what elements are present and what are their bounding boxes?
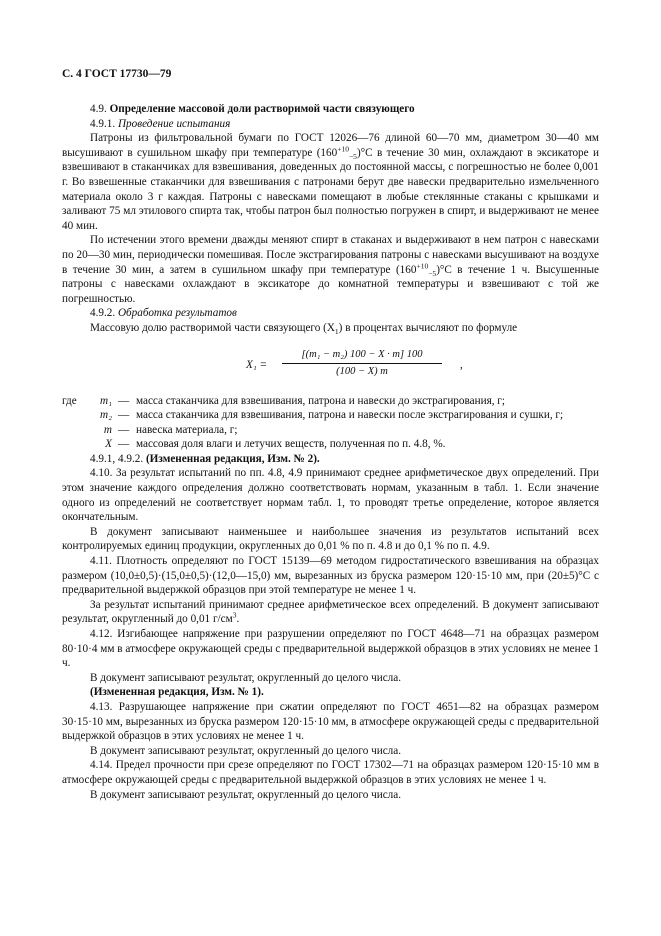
legend-description: масса стаканчика для взвешивания, патрона и навески после экстрагирования и сушки, г; <box>136 409 564 422</box>
legend-description: масса стаканчика для взвешивания, патрона и навески до экстрагирования, г; <box>136 394 506 407</box>
legend-row <box>62 394 599 409</box>
paragraph-4-12-record: В документ записывают результат, округленный до целого числа. <box>90 671 402 684</box>
text: За результат испытаний принимают среднее арифметическое всех определений. В документ записывают результат, округленный до 0,01 г/см <box>62 598 599 626</box>
paragraph-4-12: 4.12. Изгибающее напряжение при разрушении определяют по ГОСТ 4648—71 на образцах размером 80·10·4 мм в атмосфере окружающей среды с предварительной выдержкой образцов в этих условиях не менее 1 ч. <box>62 628 599 670</box>
amendment-text: (Измененная редакция, Изм. № 2). <box>145 452 320 465</box>
paragraph-4-11-record <box>62 598 599 627</box>
legend-prefix <box>62 408 84 423</box>
page-header: С. 4 ГОСТ 17730—79 <box>62 68 172 80</box>
subscript: 1 <box>334 327 339 337</box>
legend-prefix <box>62 423 84 438</box>
legend-dash: — <box>118 394 130 407</box>
paragraph-4-14: 4.14. Предел прочности при срезе определяют по ГОСТ 17302—71 на образцах размером 120·15·10 мм в атмосфере окружающей среды с предварительной выдержкой образцов в этих условиях не менее 1 ч. <box>62 759 599 786</box>
text: По истечении этого времени дважды меняют спирт в стаканах и выдерживают в нем патрон с навесками по 20—30 мин, периодически помешивая. После экстрагирования патроны с навесками высушивают на воздухе в течение 30 мин, а затем в сушильном шкафу при температуре (160 <box>62 234 599 276</box>
legend-prefix: где <box>62 394 77 407</box>
legend-description: навеска материала, г; <box>136 423 238 436</box>
legend-symbol: m₁ <box>100 394 112 407</box>
legend-dash: — <box>118 438 130 451</box>
paragraph-4-14-record: В документ записывают результат, округленный до целого числа. <box>90 788 402 801</box>
page-content <box>62 102 599 802</box>
legend-symbol: m₂ <box>100 409 112 422</box>
section-4-9-2-heading <box>62 306 599 321</box>
text: )°С в течение 1 ч. Высушенные патроны с навесками охлаждают в эксикаторе до комнатной температуры и взвешивают с той же погрешностью. <box>62 263 599 305</box>
legend-row <box>62 423 599 438</box>
formula-lhs: X₁ = <box>246 358 268 371</box>
amendment-note <box>62 452 599 467</box>
paragraph-4-13: 4.13. Разрушающее напряжение при сжатии определяют по ГОСТ 4651—82 на образцах размером 30·15·10 мм, вырезанных из бруска размером 120·15·10 мм, в атмосфере окружающей среды с предварительной выдержкой образцов в этих условиях не менее 1 ч. <box>62 700 599 743</box>
text: . <box>236 613 240 626</box>
legend-prefix <box>62 437 84 452</box>
legend-row <box>62 437 599 452</box>
superscript: +10 <box>337 144 349 154</box>
amendment-note <box>62 685 599 700</box>
superscript: 3 <box>232 610 237 620</box>
paragraph-formula-intro <box>62 321 599 336</box>
legend-symbol: X <box>105 438 112 451</box>
legend-dash: — <box>118 423 130 436</box>
text: ) в процентах вычисляют по формуле <box>338 321 518 334</box>
legend-row <box>62 408 599 423</box>
section-number: 4.9.2. <box>90 307 116 320</box>
legend-dash: — <box>118 409 130 422</box>
subscript: −5 <box>348 152 357 162</box>
paragraph-4-13-record: В документ записывают результат, округленный до целого числа. <box>90 744 402 757</box>
subscript: −5 <box>428 268 437 278</box>
formula-comma: , <box>460 358 463 371</box>
text: Массовую долю растворимой части связующего (X <box>90 321 335 334</box>
section-number: 4.9. <box>90 103 107 115</box>
formula-fraction <box>282 348 442 380</box>
paragraph-4-10: 4.10. За результат испытаний по пп. 4.8, 4.9 принимают среднее арифметическое двух определений. При этом значение каждого определения должно соответствовать нормам, указанным в табл. 1. Если значение одного из определений не соответствует нормам табл. 1, то проводят третье определение, которое является окончательным. <box>62 467 599 524</box>
text: )°С в течение 30 мин, охлаждают в эксикаторе и взвешивают в стаканчиках для взвешивания, доведенных до постоянной массы, с погрешностью не более 0,001 г. Во взвешенные стаканчики для взвешивания с патронами берут две навески предварительно измельченного материала около 3 г каждая. Патроны с навесками помещают в любые стеклянные стаканы с крышками и заливают 75 мл этилового спирта так, чтобы патрон был полностью погружен в спирт, и выдерживают не менее 40 мин. <box>62 146 599 232</box>
amendment-ref: 4.9.1, 4.9.2. <box>90 452 144 465</box>
paragraph-extraction <box>62 233 599 306</box>
amendment-text: (Измененная редакция, Изм. № 1). <box>90 686 264 699</box>
paragraph-4-10-record: В документ записывают наименьшее и наибольшее значения из результатов испытаний всех контролируемых единиц продукции, округленных до 0,01 % по п. 4.8 и до 0,1 % по п. 4.9. <box>62 525 599 553</box>
section-title: Обработка результатов <box>117 307 237 320</box>
section-title: Проведение испытания <box>117 117 231 130</box>
section-4-9-heading <box>62 102 599 117</box>
section-number: 4.9.1. <box>90 117 116 130</box>
legend-description: массовая доля влаги и летучих веществ, полученная по п. 4.8, %. <box>136 438 446 451</box>
paragraph-cartridge-prep <box>62 131 599 233</box>
legend-symbol: m <box>103 423 112 436</box>
formula-numerator: [(m₁ − m₂) 100 − X · m] 100 <box>282 348 442 365</box>
formula <box>62 348 599 382</box>
formula-legend <box>62 394 599 452</box>
section-4-9-1-heading <box>62 117 599 132</box>
text: Патроны из фильтровальной бумаги по ГОСТ 12026—76 длиной 60—70 мм, диаметром 30—40 мм высушивают в сушильном шкафу при температуре (160 <box>62 132 599 159</box>
formula-denominator: (100 − X) m <box>336 366 388 378</box>
superscript: +10 <box>416 260 429 270</box>
paragraph-4-11: 4.11. Плотность определяют по ГОСТ 15139—69 методом гидростатического взвешивания на образцах размером (10,0±0,5)·(15,0±0,5)·(12,0—15,0) мм, вырезанных из бруска размером 120·15·10 мм, при (20±5)°С с предварительной выдержкой образцов при этой температуре не менее 1 ч. <box>62 555 599 597</box>
section-title: Определение массовой доли растворимой части связующего <box>109 103 415 115</box>
